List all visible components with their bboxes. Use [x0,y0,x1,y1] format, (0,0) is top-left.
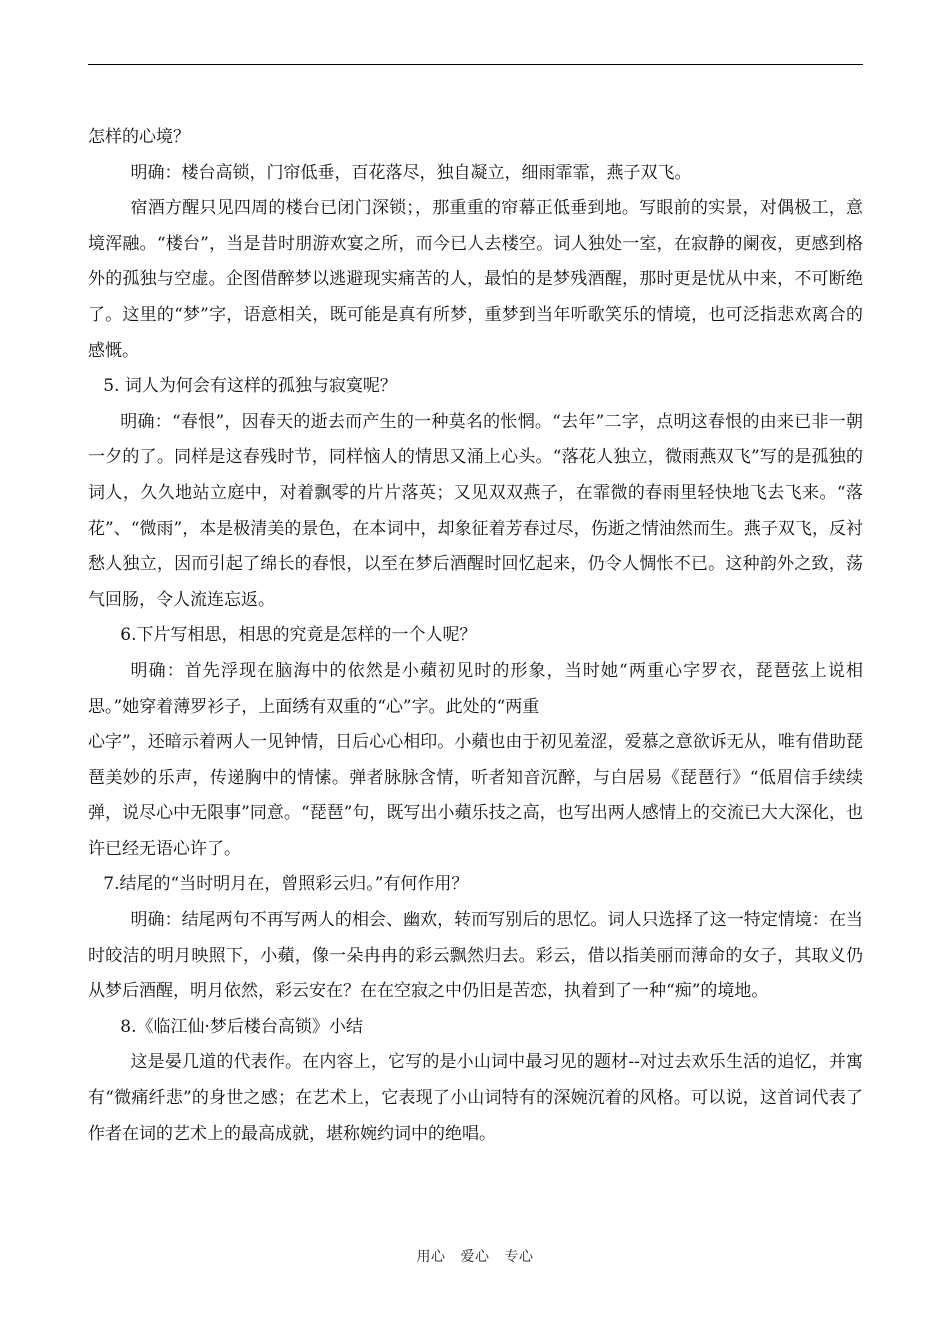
header-rule [88,64,863,65]
paragraph: 明确：结尾两句不再写两人的相会、幽欢，转而写别后的思忆。词人只选择了这一特定情境：在当时皎洁的明月映照下，小蘋，像一朵冉冉的彩云飘然归去。彩云，借以指美丽而薄命的女子，其取义仍从梦后酒醒，明月依然，彩云安在？在在空寂之中仍旧是苦恋，执着到了一种“痴”的境地。 [88,910,863,1002]
page-footer: 用心 爱心 专心 [416,1249,534,1265]
question-heading: 5. 词人为何会有这样的孤独与寂寞呢？ [103,376,397,397]
paragraph: 这是晏几道的代表作。在内容上，它写的是小山词中最习见的题材--对过去欢乐生活的追忆，并寓有“微痛纤悲”的身世之感；在艺术上，它表现了小山词特有的深婉沉着的风格。可以说，这首词代表了作者在词的艺术上的最高成就，堪称婉约词中的绝唱。 [88,1052,863,1144]
paragraph: 心字”，还暗示着两人一见钟情，日后心心相印。小蘋也由于初见羞涩，爱慕之意欲诉无从，唯有借助琵琶美妙的乐声，传递胸中的情愫。弹者脉脉含情，听者知音沉醉，与白居易《琵琶行》“低眉信手续续弹，说尽心中无限事”同意。“琵琶”句，既写出小蘋乐技之高，也写出两人感情上的交流已大大深化，也许已经无语心许了。 [88,732,863,859]
document-body [88,120,863,1152]
paragraph: 宿酒方醒只见四周的楼台已闭门深锁；，那重重的帘幕正低垂到地。写眼前的实景，对偶极工，意境浑融。“楼台”，当是昔时朋游欢宴之所，而今已人去楼空。词人独处一室，在寂静的阑夜，更感到格外的孤独与空虚。企图借醉梦以逃避现实痛苦的人，最怕的是梦残酒醒，那时更是忧从中来，不可断绝了。这里的“梦”字，语意相关，既可能是真有所梦，重梦到当年听歌笑乐的情境，也可泛指悲欢离合的感慨。 [88,198,863,361]
question-heading: 7.结尾的“当时明月在，曾照彩云归。”有何作用？ [103,874,469,895]
paragraph: 明确：楼台高锁，门帘低垂，百花落尽，独自凝立，细雨霏霏，燕子双飞。 [130,162,692,183]
paragraph: 明确：首先浮现在脑海中的依然是小蘋初见时的形象，当时她“两重心字罗衣，琵琶弦上说相思。”她穿着薄罗衫子，上面绣有双重的“心”字。此处的“两重 [88,660,863,717]
question-heading: 6.下片写相思，相思的究竟是怎样的一个人呢？ [120,625,477,646]
paragraph: 明确：“春恨”，因春天的逝去而产生的一种莫名的怅惘。“去年”二字，点明这春恨的由来已非一朝一夕的了。同样是这春残时节，同样恼人的情思又涌上心头。“落花人独立，微雨燕双飞”写的是孤独的词人，久久地站立庭中，对着飘零的片片落英；又见双双燕子，在霏微的春雨里轻快地飞去飞来。“落花”、“微雨”，本是极清美的景色，在本词中，却象征着芳春过尽，伤逝之情油然而生。燕子双飞，反衬愁人独立，因而引起了绵长的春恨，以至在梦后酒醒时回忆起来，仍令人惆怅不已。这种韵外之致，荡气回肠，令人流连忘返。 [88,411,863,610]
section-heading: 8.《临江仙·梦后楼台高锁》小结 [120,1016,363,1037]
paragraph: 怎样的心境？ [88,127,190,147]
